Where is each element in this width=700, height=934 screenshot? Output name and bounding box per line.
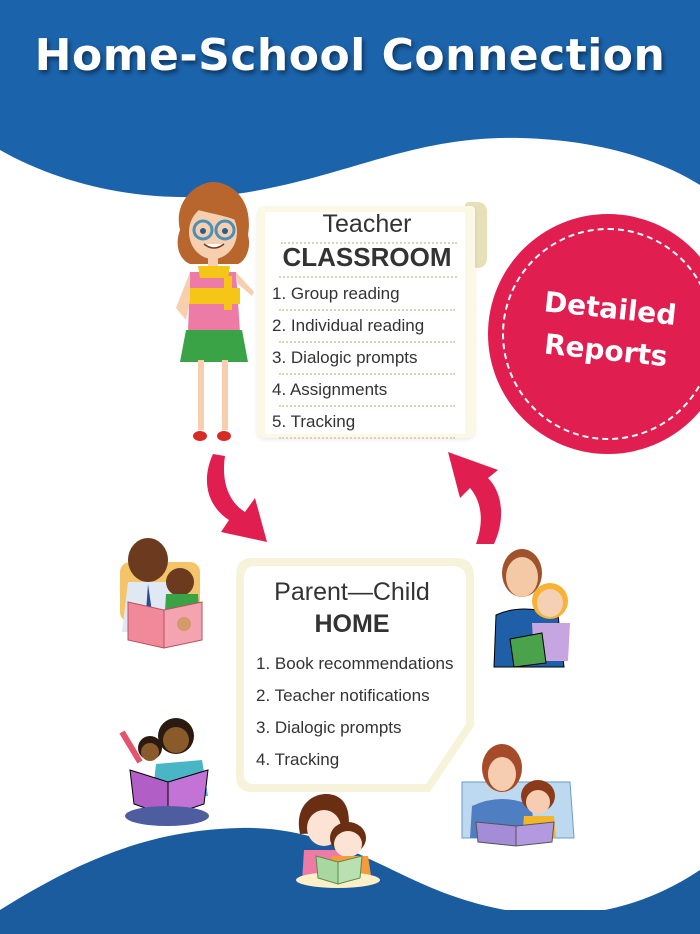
teacher-list-item: 5. Tracking	[272, 412, 356, 431]
teacher-card-subtitle: CLASSROOM	[282, 242, 452, 272]
home-list-item: 3. Dialogic prompts	[256, 718, 402, 737]
teacher-list-item: 4. Assignments	[272, 380, 388, 399]
father-daughter-reading-illustration	[492, 545, 582, 670]
badge-line-2: Reports	[542, 327, 670, 374]
badge-line-1: Detailed	[542, 285, 678, 332]
teacher-list-item: 3. Dialogic prompts	[272, 348, 418, 367]
home-list-item: 1. Book recommendations	[256, 654, 454, 673]
teacher-illustration	[168, 180, 258, 448]
teacher-classroom-card	[257, 202, 487, 442]
home-list-item: 2. Teacher notifications	[256, 686, 430, 705]
home-list-item: 4. Tracking	[256, 750, 340, 769]
page-title: Home-School Connection	[34, 30, 666, 81]
home-card-subtitle: HOME	[314, 610, 390, 638]
teacher-list-item: 1. Group reading	[272, 284, 400, 303]
detailed-reports-badge	[488, 214, 700, 454]
mother-daughter-pillow-reading-illustration	[458, 742, 578, 850]
parent-child-home-card	[234, 556, 474, 794]
home-card-title: Parent—Child	[274, 578, 430, 606]
teacher-card-title: Teacher	[322, 210, 412, 238]
arrow-up-icon	[440, 448, 515, 548]
teacher-list-item: 2. Individual reading	[272, 316, 425, 335]
divider	[279, 276, 457, 278]
mother-daughter-reading-illustration	[292, 792, 384, 888]
parent-child-sitting-reading-illustration	[112, 712, 217, 827]
father-son-reading-illustration	[110, 532, 210, 652]
